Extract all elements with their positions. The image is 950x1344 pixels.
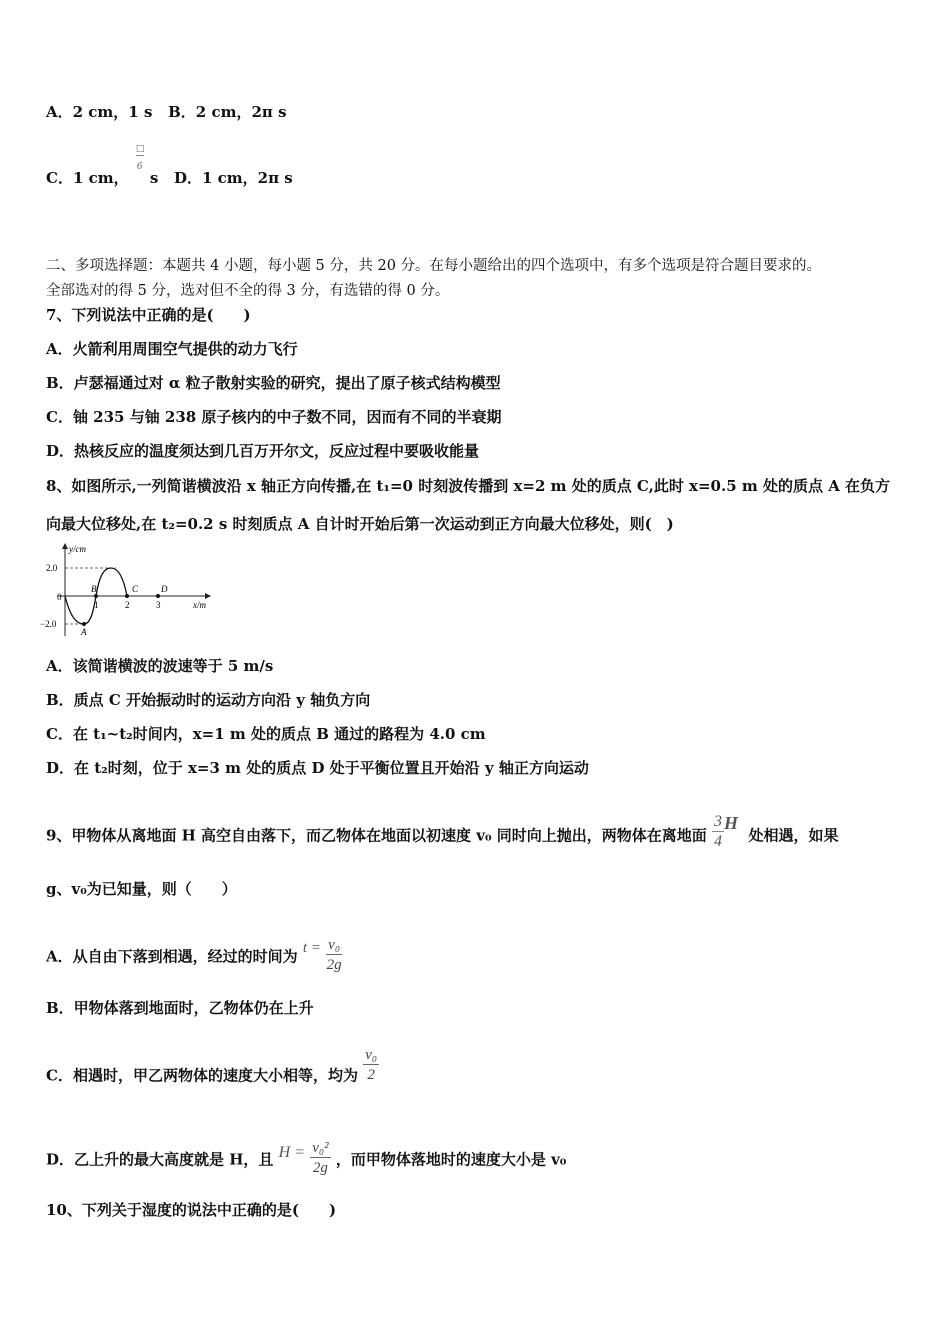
q9-stem-line-2: g、v₀为已知量，则（ ） — [46, 880, 237, 898]
q9-option-a — [46, 938, 342, 977]
graph-label-c: C — [132, 584, 139, 594]
q6-option-c-fraction — [134, 144, 150, 188]
q6-option-c-text: 1 cm， — [72, 169, 129, 187]
q7-option-c: C．铀 235 与铀 238 原子核内的中子数不同，因而有不同的半衰期 — [46, 408, 502, 426]
q6-option-c-fraction-num: □ — [135, 144, 145, 154]
graph-tick-x-2: 2 — [125, 600, 130, 610]
q8-stem-line-1: 8、如图所示,一列简谐横波沿 x 轴正方向传播,在 t₁=0 时刻波传播到 x=2 m 处的质点 C,此时 x=0.5 m 处的质点 A 在负方 — [46, 477, 891, 495]
q6-option-b-label: B． — [168, 103, 196, 121]
graph-tick-y-neg: −2.0 — [40, 619, 57, 629]
q9-option-d-formula-den: 2g — [312, 1160, 328, 1176]
graph-y-axis-arrow — [62, 543, 68, 549]
q9-option-c-formula-fraction — [363, 1046, 379, 1085]
q6-option-row-2 — [46, 144, 293, 188]
q10-stem: 10、下列关于湿度的说法中正确的是( ) — [46, 1201, 337, 1219]
q9-option-d — [46, 1141, 566, 1180]
q9-option-c-formula-num: v₀ — [365, 1047, 378, 1063]
q6-option-c-fraction-den: 6 — [136, 162, 143, 172]
q6-option-d-text: 1 cm，2π s — [202, 169, 293, 187]
q9-option-d-formula-num: v₀² — [312, 1140, 329, 1156]
q9-option-a-formula-lhs: t = — [302, 939, 321, 956]
graph-label-a: A — [81, 627, 87, 637]
graph-tick-y-pos: 2.0 — [46, 563, 58, 573]
q9-option-d-text-post: ，而甲物体落地时的速度大小是 v₀ — [335, 1150, 567, 1169]
q8-option-d: D．在 t₂时刻，位于 x=3 m 处的质点 D 处于平衡位置且开始沿 y 轴正方向运动 — [46, 759, 589, 777]
graph-tick-x-1: 1 — [94, 600, 99, 610]
graph-tick-x-3: 3 — [156, 600, 161, 610]
q7-option-a: A．火箭利用周围空气提供的动力飞行 — [46, 340, 298, 358]
q9-fraction-den: 4 — [714, 833, 723, 850]
graph-label-d: D — [161, 584, 168, 594]
q6-option-a-label: A． — [46, 103, 73, 121]
section-2-heading-line-2: 全部选对的得 5 分，选对但不全的得 3 分，有选错的得 0 分。 — [46, 283, 450, 299]
q9-option-d-formula-lhs: H = — [278, 1143, 305, 1161]
q6-option-c-label: C． — [46, 169, 73, 187]
q9-option-a-formula-den: 2g — [326, 957, 342, 973]
q9-option-c-text: C．相遇时，甲乙两物体的速度大小相等，均为 — [46, 1066, 358, 1085]
graph-label-b: B — [91, 584, 97, 594]
graph-point-a — [82, 622, 86, 626]
q9-option-a-text: A．从自由下落到相遇，经过的时间为 — [46, 947, 298, 966]
q9-option-a-formula-fraction — [326, 936, 342, 975]
q9-option-d-text-pre: D．乙上升的最大高度就是 H，且 — [46, 1150, 274, 1169]
graph-y-axis-label: y/cm — [69, 544, 86, 554]
graph-point-c — [125, 594, 129, 598]
q6-option-a-text: 2 cm，1 s — [72, 103, 153, 121]
q8-wave-graph — [40, 540, 220, 640]
graph-point-b — [94, 594, 98, 598]
q6-option-b-text: 2 cm，2π s — [195, 103, 287, 121]
q7-stem: 7、下列说法中正确的是( ) — [46, 306, 251, 324]
q8-option-c: C．在 t₁~t₂时间内，x=1 m 处的质点 B 通过的路程为 4.0 cm — [46, 725, 486, 743]
q9-stem-post: 处相遇，如果 — [748, 826, 839, 845]
graph-point-d — [156, 594, 160, 598]
q9-option-a-formula-num: v₀ — [328, 937, 341, 953]
q6-option-c-unit: s — [149, 169, 159, 187]
q9-fraction-num: 3 — [714, 813, 723, 830]
q8-option-a: A．该简谐横波的波速等于 5 m/s — [46, 657, 274, 675]
graph-x-axis-label: x/m — [193, 600, 206, 610]
graph-origin-label: 0 — [57, 592, 62, 602]
q6-option-d-label: D． — [173, 169, 202, 187]
q9-fraction-var: H — [724, 812, 739, 833]
q7-option-d: D．热核反应的温度须达到几百万开尔文，反应过程中要吸收能量 — [46, 442, 480, 460]
q8-stem-line-2: 向最大位移处,在 t₂=0.2 s 时刻质点 A 自计时开始后第一次运动到正方向最大位移处，则( ) — [46, 515, 674, 533]
q7-option-b: B．卢瑟福通过对 α 粒子散射实验的研究，提出了原子核式结构模型 — [46, 374, 501, 392]
q9-option-c — [46, 1047, 379, 1096]
q9-option-c-formula-den: 2 — [367, 1067, 375, 1083]
q9-option-b: B．甲物体落到地面时，乙物体仍在上升 — [46, 999, 314, 1017]
q6-option-row-1 — [46, 102, 287, 122]
q8-option-b: B．质点 C 开始振动时的运动方向沿 y 轴负方向 — [46, 691, 371, 709]
q9-stem-pre: 9、甲物体从离地面 H 高空自由落下，而乙物体在地面以初速度 v₀ 同时向上抛出，两物体在离地面 — [46, 826, 707, 845]
graph-x-axis-arrow — [205, 593, 211, 599]
q9-fraction-3-4 — [712, 813, 724, 852]
section-2-heading-line-1: 二、多项选择题：本题共 4 小题，每小题 5 分，共 20 分。在每小题给出的四个选项中，有多个选项是符合题目要求的。 — [46, 258, 822, 274]
q9-option-d-formula-fraction — [310, 1139, 330, 1178]
q9-stem-line-1 — [46, 812, 839, 856]
